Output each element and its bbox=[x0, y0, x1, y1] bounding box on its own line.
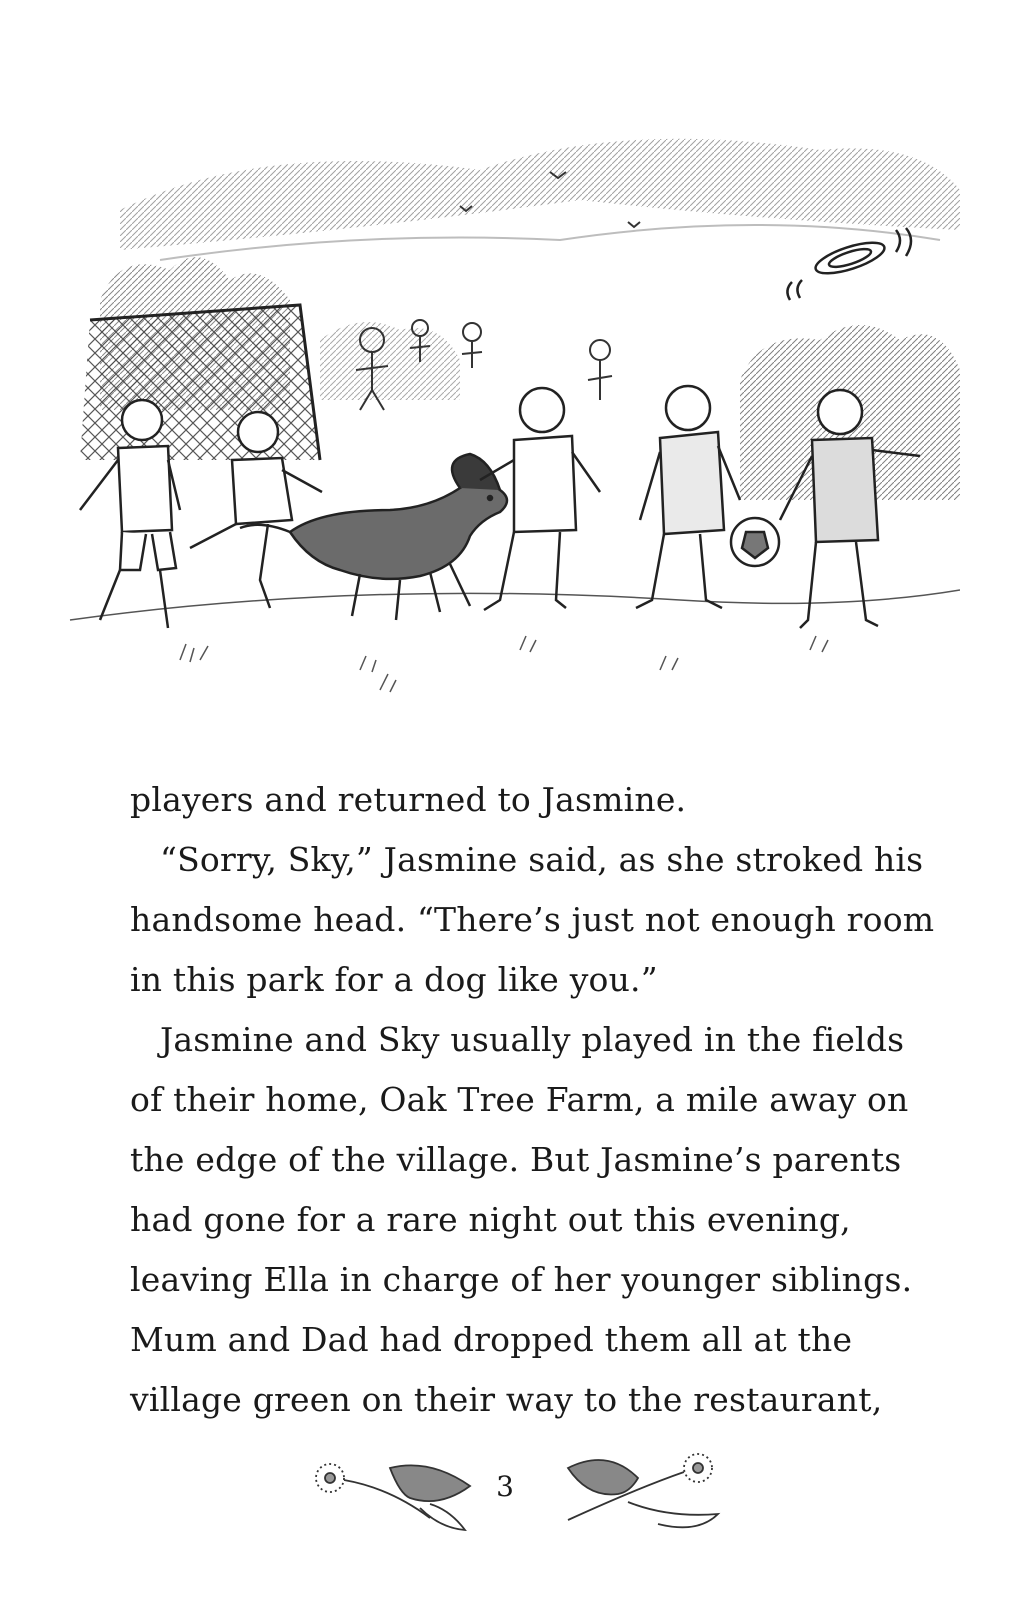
frisbee bbox=[787, 228, 911, 300]
dandelion-leaf-ornament-right bbox=[548, 1438, 728, 1538]
football bbox=[731, 518, 779, 566]
children-playing-football-drawing bbox=[60, 80, 960, 720]
story-text bbox=[130, 770, 935, 1430]
story-line: handsome head. “There’s just not enough room bbox=[130, 900, 935, 939]
story-line: “Sorry, Sky,” Jasmine said, as she stroked his bbox=[160, 840, 924, 879]
story-line: in this park for a dog like you.” bbox=[130, 960, 658, 999]
page-footer bbox=[0, 1430, 1010, 1550]
story-line: of their home, Oak Tree Farm, a mile away on bbox=[130, 1080, 909, 1119]
grass-field bbox=[70, 590, 960, 692]
story-line: village green on their way to the restaurant, bbox=[130, 1380, 883, 1419]
story-line: leaving Ella in charge of her younger siblings. bbox=[130, 1260, 913, 1299]
sky-clouds bbox=[120, 139, 960, 260]
story-line: had gone for a rare night out this evening, bbox=[130, 1200, 851, 1239]
story-line: Jasmine and Sky usually played in the fields bbox=[160, 1020, 905, 1059]
page-number: 3 bbox=[496, 1470, 514, 1503]
story-line: players and returned to Jasmine. bbox=[130, 780, 687, 819]
boy-walking bbox=[636, 386, 740, 608]
story-line: the edge of the village. But Jasmine’s parents bbox=[130, 1140, 902, 1179]
goal-net bbox=[80, 305, 320, 460]
story-line: Mum and Dad had dropped them all at the bbox=[130, 1320, 853, 1359]
park-illustration bbox=[60, 80, 960, 720]
